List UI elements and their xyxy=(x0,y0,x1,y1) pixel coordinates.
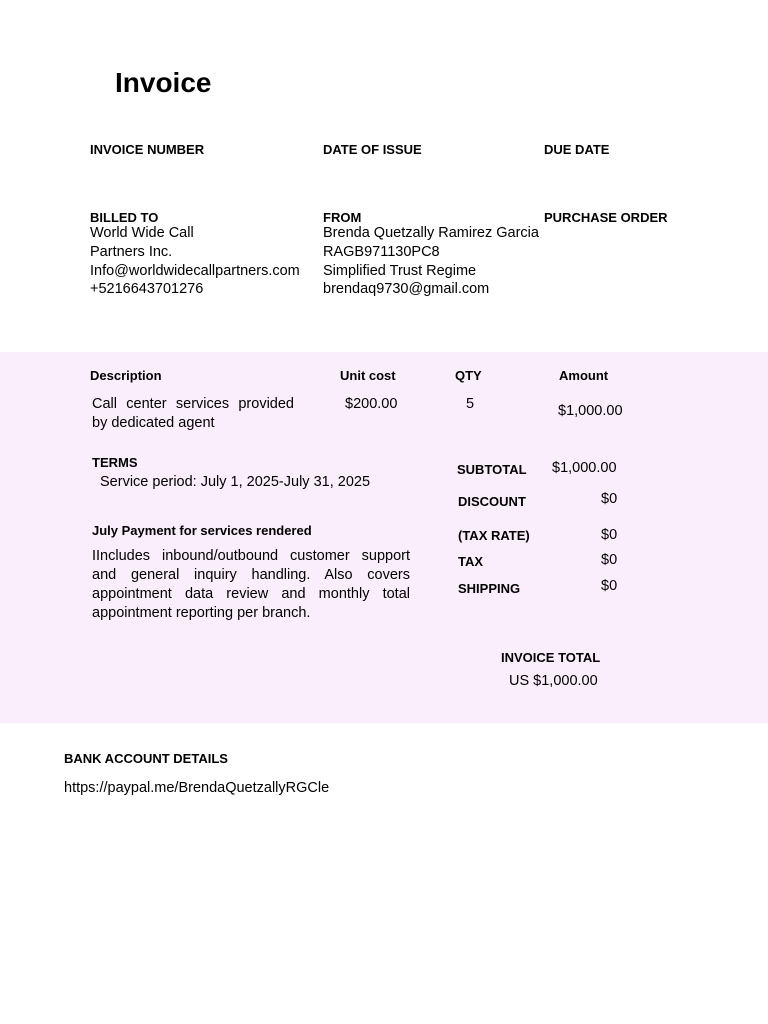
from-regime: Simplified Trust Regime xyxy=(323,263,477,279)
payment-note-title: July Payment for services rendered xyxy=(92,523,312,538)
from-tax-id: RAGB971130PC8 xyxy=(323,244,440,260)
billed-to-email: Info@worldwidecallpartners.com xyxy=(90,263,300,279)
invoice-total-label: INVOICE TOTAL xyxy=(501,650,601,665)
from-email: brendaq9730@gmail.com xyxy=(323,281,490,297)
date-of-issue-label: DATE OF ISSUE xyxy=(323,142,422,157)
amount-header: Amount xyxy=(559,368,609,383)
billed-to-name-line1: World Wide Call xyxy=(90,225,194,241)
billed-to-name-line2: Partners Inc. xyxy=(90,244,173,260)
item-unit-cost: $200.00 xyxy=(345,396,398,412)
subtotal-value: $1,000.00 xyxy=(552,460,617,476)
due-date-label: DUE DATE xyxy=(544,142,610,157)
tax-rate-label: (TAX RATE) xyxy=(458,528,530,543)
unit-cost-header: Unit cost xyxy=(340,368,396,383)
discount-value: $0 xyxy=(601,491,618,507)
bank-details-label: BANK ACCOUNT DETAILS xyxy=(64,751,228,766)
shipping-value: $0 xyxy=(601,578,618,594)
payment-note-body: IIncludes inbound/outbound customer support and general inquiry handling. Also covers appointment data review and monthly total appointment reporting per branch. xyxy=(92,548,410,621)
qty-header: QTY xyxy=(455,368,482,383)
invoice-title: Invoice xyxy=(115,67,212,98)
item-amount: $1,000.00 xyxy=(558,403,623,419)
invoice-total-value: US $1,000.00 xyxy=(509,673,598,689)
invoice-number-label: INVOICE NUMBER xyxy=(90,142,205,157)
subtotal-label: SUBTOTAL xyxy=(457,462,527,477)
item-qty: 5 xyxy=(466,396,475,412)
tax-rate-value: $0 xyxy=(601,527,618,543)
terms-label: TERMS xyxy=(92,455,138,470)
tax-value: $0 xyxy=(601,552,618,568)
service-period: Service period: July 1, 2025-July 31, 2025 xyxy=(100,474,371,490)
tax-label: TAX xyxy=(458,554,484,569)
billed-to-label: BILLED TO xyxy=(90,210,159,225)
discount-label: DISCOUNT xyxy=(458,494,526,509)
description-header: Description xyxy=(90,368,162,383)
from-label: FROM xyxy=(323,210,362,225)
purchase-order-label: PURCHASE ORDER xyxy=(544,210,668,225)
paypal-link[interactable]: https://paypal.me/BrendaQuetzallyRGCle xyxy=(64,780,330,796)
from-name: Brenda Quetzally Ramirez Garcia xyxy=(323,225,539,241)
shipping-label: SHIPPING xyxy=(458,581,521,596)
billed-to-phone: +5216643701276 xyxy=(90,281,204,297)
item-description: Call center services provided by dedicated agent xyxy=(92,396,294,431)
